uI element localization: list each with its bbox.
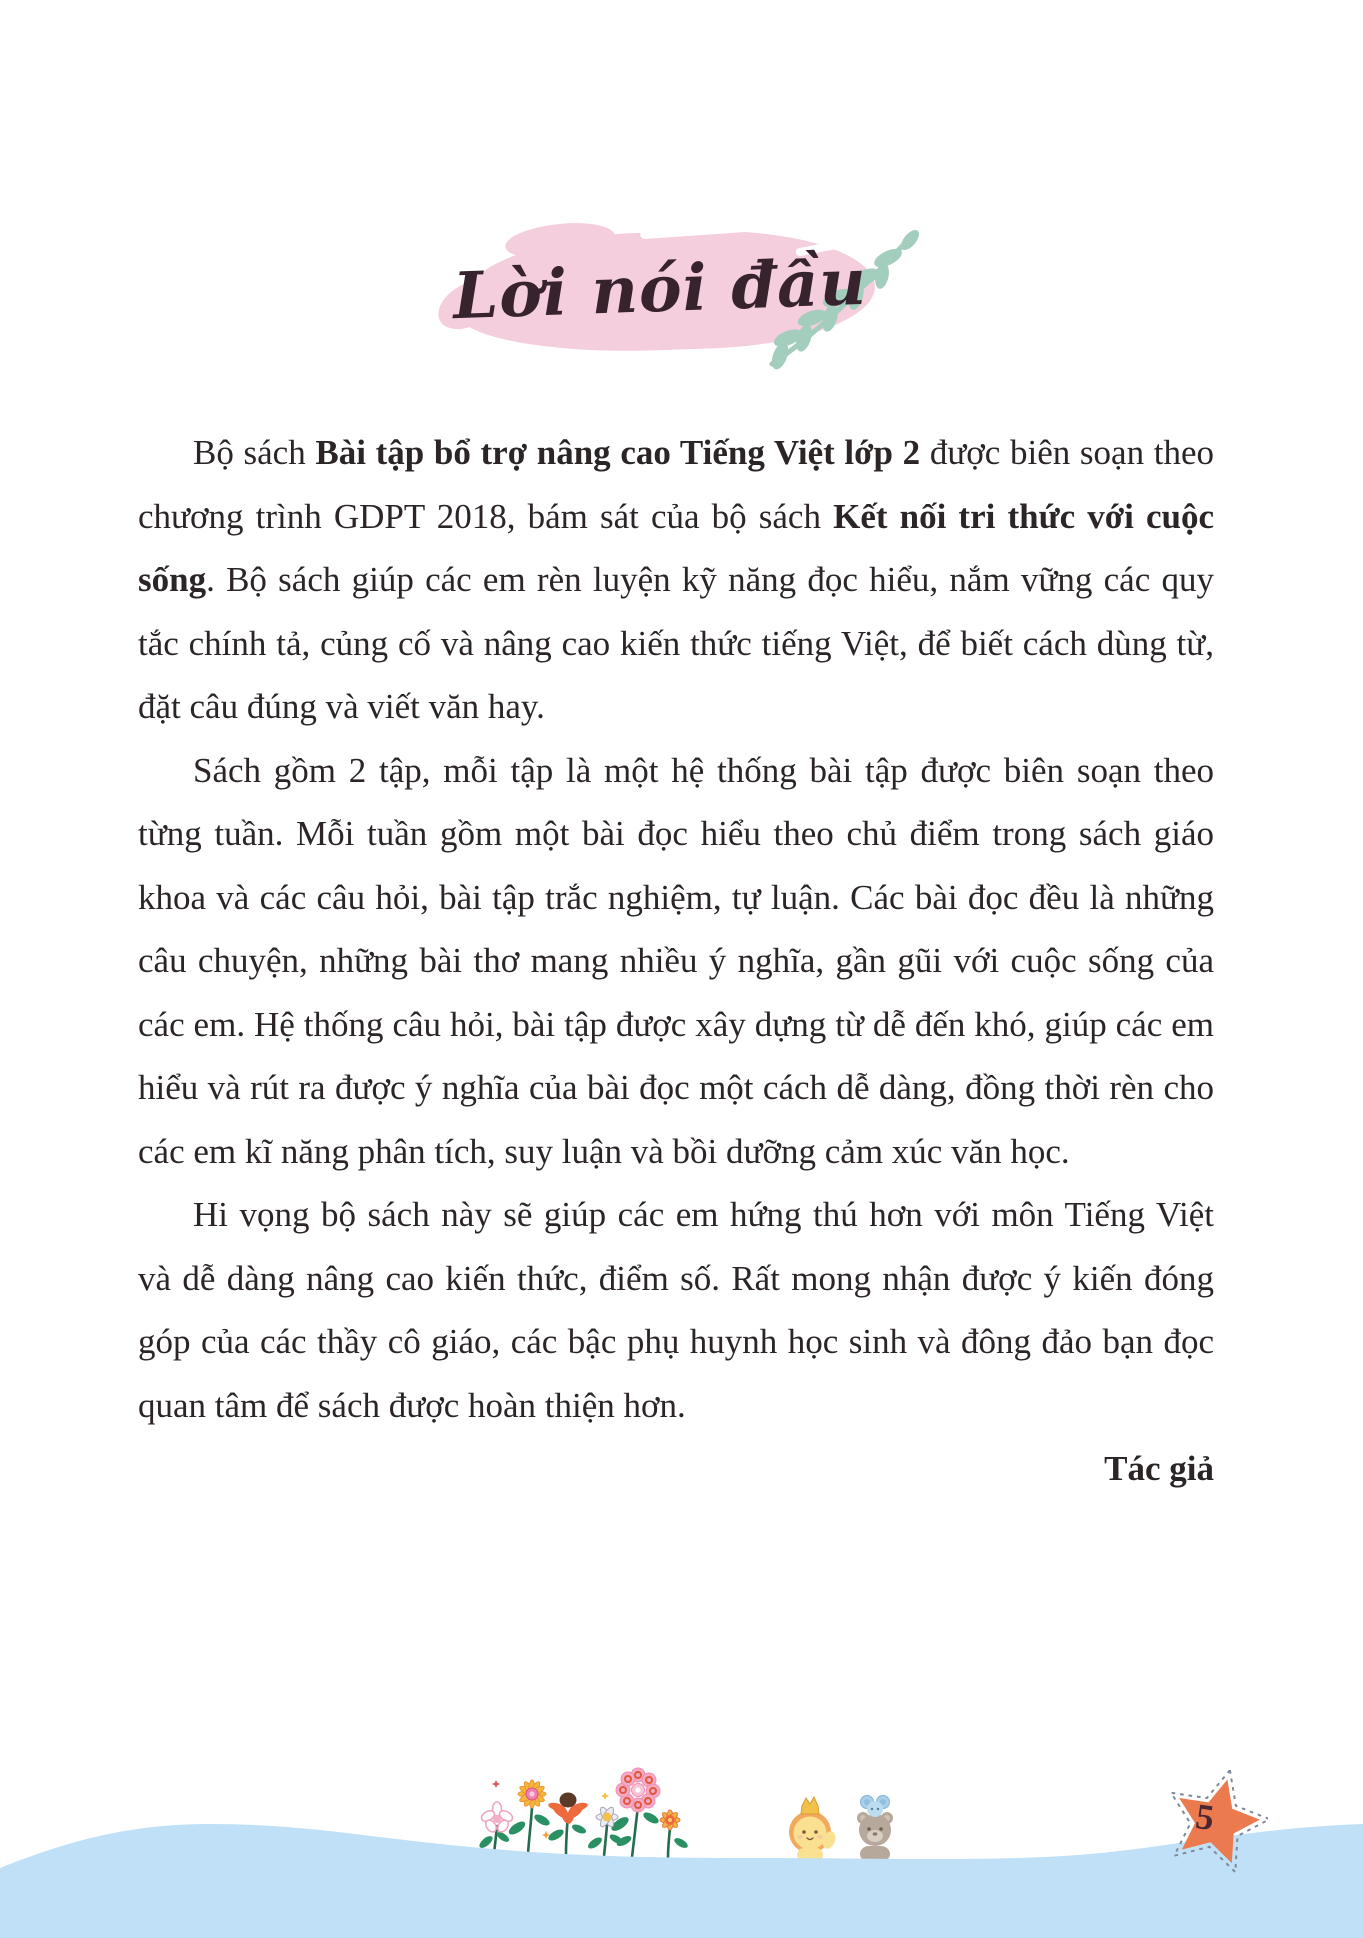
preface-body	[138, 421, 1214, 1501]
author-signature: Tác giả	[1104, 1449, 1214, 1488]
paragraph	[138, 1183, 1214, 1437]
paragraph	[138, 421, 1214, 739]
text-run: Hi vọng bộ sách này sẽ giúp các em hứng thú hơn với môn Tiếng Việt và dễ dàng nâng cao kiến thức, điểm số. Rất mong nhận được ý kiến đóng góp của các thầy cô giáo, các bậc phụ huynh học sinh và đông đảo bạn đọc quan tâm để sách được hoàn thiện hơn.	[138, 1195, 1214, 1425]
text-run: Sách gồm 2 tập, mỗi tập là một hệ thống bài tập được biên soạn theo từng tuần. Mỗi tuần gồm một bài đọc hiểu theo chủ điểm trong sách giáo khoa và các câu hỏi, bài tập trắc nghiệm, tự luận. Các bài đọc đều là những câu chuyện, những bài thơ mang nhiều ý nghĩa, gần gũi với cuộc sống của các em. Hệ thống câu hỏi, bài tập được xây dựng từ dễ đến khó, giúp các em hiểu và rút ra được ý nghĩa của bài đọc một cách dễ dàng, đồng thời rèn cho các em kĩ năng phân tích, suy luận và bồi dưỡng cảm xúc văn học.	[138, 750, 1214, 1171]
text-run: được biên soạn theo chương trình GDPT 2018, bám sát của bộ sách	[138, 433, 1215, 536]
text-run: Bộ sách	[193, 433, 316, 472]
book-title-bold: Bài tập bổ trợ nâng cao Tiếng Việt lớp 2	[315, 433, 921, 472]
text-run: . Bộ sách giúp các em rèn luyện kỹ năng đọc hiểu, nắm vững các quy tắc chính tả, củng cố và nâng cao kiến thức tiếng Việt, để biết cách dùng từ, đặt câu đúng và viết văn hay.	[138, 560, 1214, 726]
page-number: 5	[1193, 1795, 1217, 1839]
series-title-bold: Kết nối tri thức với cuộc sống	[138, 496, 1214, 599]
paragraph	[138, 739, 1214, 1184]
page-title: Lời nói đầu	[451, 244, 869, 335]
page-number-star	[1164, 1770, 1268, 1874]
preface-title-banner	[0, 0, 1363, 400]
